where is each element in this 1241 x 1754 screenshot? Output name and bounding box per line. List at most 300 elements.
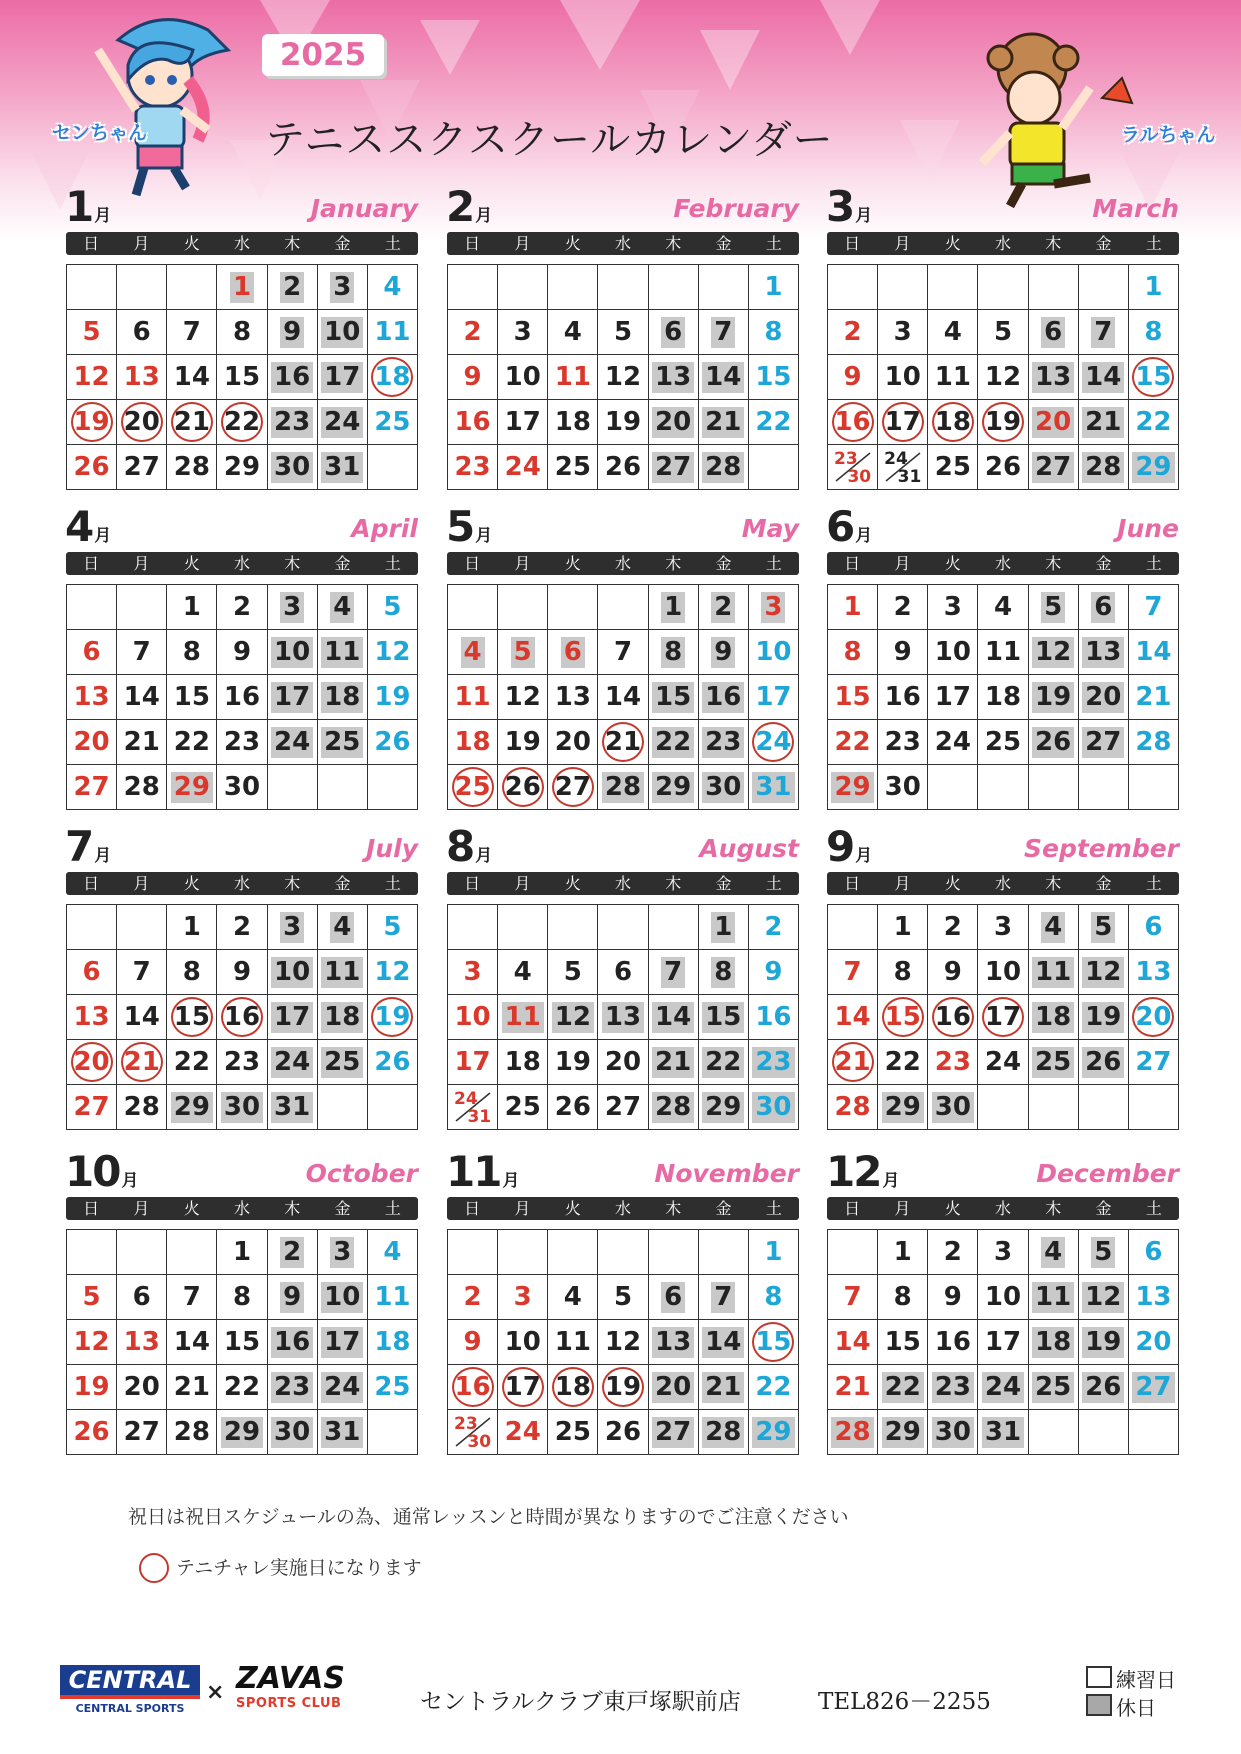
day-number: 26 bbox=[374, 726, 411, 757]
week-row bbox=[828, 355, 1179, 400]
day-cell bbox=[699, 310, 749, 355]
day-cell bbox=[649, 720, 699, 765]
week-row bbox=[448, 400, 799, 445]
day-cell bbox=[67, 765, 117, 810]
weekday-label: 水 bbox=[994, 1199, 1011, 1218]
day-number: 27 bbox=[123, 451, 160, 482]
day-cell bbox=[649, 765, 699, 810]
day-cell bbox=[1029, 630, 1079, 675]
month-10 bbox=[66, 1145, 418, 1475]
day-number: 23 bbox=[454, 451, 491, 482]
empty-day-cell bbox=[167, 1230, 217, 1275]
day-number: 6 bbox=[661, 1282, 685, 1313]
day-number: 3 bbox=[280, 592, 304, 623]
empty-day-cell bbox=[448, 265, 498, 310]
month-name: October bbox=[305, 1159, 418, 1188]
day-number: 28 bbox=[702, 1417, 744, 1448]
day-number: 22 bbox=[652, 727, 694, 758]
month-number: 7 月 bbox=[65, 822, 112, 871]
day-number: 2 bbox=[280, 1237, 304, 1268]
day-cell bbox=[368, 950, 418, 995]
mascot-sen-illustration bbox=[78, 10, 238, 205]
day-cell bbox=[548, 1410, 598, 1455]
day-cell bbox=[448, 400, 498, 445]
day-cell bbox=[318, 720, 368, 765]
day-cell bbox=[368, 1040, 418, 1085]
month-7 bbox=[66, 820, 418, 1150]
day-cell bbox=[117, 310, 167, 355]
day-cell bbox=[828, 1365, 878, 1410]
month-6 bbox=[827, 500, 1179, 830]
day-number: 14 bbox=[123, 1001, 160, 1032]
tenichare-circle-icon bbox=[882, 402, 924, 442]
day-number: 15 bbox=[173, 1001, 210, 1032]
weekday-label: 金 bbox=[715, 234, 732, 253]
day-cell bbox=[268, 1085, 318, 1130]
day-cell bbox=[928, 950, 978, 995]
day-cell bbox=[1129, 445, 1179, 490]
day-number: 13 bbox=[602, 1002, 644, 1033]
weekday-label: 木 bbox=[665, 874, 682, 893]
day-cell bbox=[978, 1320, 1028, 1365]
day-cell bbox=[448, 1365, 498, 1410]
split-day-cell bbox=[448, 1410, 498, 1455]
day-cell bbox=[928, 400, 978, 445]
day-cell bbox=[67, 720, 117, 765]
empty-day-cell bbox=[498, 1230, 548, 1275]
week-row bbox=[67, 765, 418, 810]
day-number: 27 bbox=[123, 1416, 160, 1447]
weekday-label: 日 bbox=[464, 1199, 481, 1218]
weekday-label: 月 bbox=[894, 234, 911, 253]
day-number: 1 bbox=[182, 911, 201, 942]
day-number: 7 bbox=[843, 1281, 862, 1312]
day-cell bbox=[217, 765, 267, 810]
day-number: 18 bbox=[554, 406, 591, 437]
day-cell bbox=[117, 1320, 167, 1365]
day-number: 25 bbox=[374, 406, 411, 437]
day-cell bbox=[1129, 310, 1179, 355]
weekday-label: 木 bbox=[284, 874, 301, 893]
day-number: 27 bbox=[604, 1091, 642, 1122]
day-cell bbox=[1129, 995, 1179, 1040]
day-cell bbox=[548, 1275, 598, 1320]
day-number: 25 bbox=[321, 1047, 363, 1078]
day-number: 16 bbox=[755, 1001, 792, 1032]
week-row bbox=[448, 355, 799, 400]
day-number: 19 bbox=[984, 406, 1022, 437]
day-cell bbox=[928, 1365, 978, 1410]
day-number: 30 bbox=[271, 452, 313, 483]
day-cell bbox=[1029, 1040, 1079, 1085]
empty-day-cell bbox=[1079, 265, 1129, 310]
day-cell bbox=[268, 1230, 318, 1275]
day-number: 21 bbox=[1082, 407, 1124, 438]
day-cell bbox=[878, 765, 928, 810]
day-number: 10 bbox=[984, 956, 1022, 987]
day-cell bbox=[117, 720, 167, 765]
day-cell bbox=[117, 995, 167, 1040]
tenichare-circle-icon bbox=[752, 1322, 794, 1362]
day-cell bbox=[67, 355, 117, 400]
day-cell bbox=[1129, 400, 1179, 445]
weekday-label: 日 bbox=[83, 1199, 100, 1218]
day-cell bbox=[67, 950, 117, 995]
day-number: 9 bbox=[893, 636, 912, 667]
day-number: 6 bbox=[132, 1281, 151, 1312]
week-row bbox=[828, 905, 1179, 950]
day-number: 23 bbox=[271, 407, 313, 438]
week-row bbox=[828, 265, 1179, 310]
empty-day-cell bbox=[1079, 1085, 1129, 1130]
split-day-second: 30 bbox=[467, 1432, 492, 1452]
day-cell bbox=[1029, 1320, 1079, 1365]
day-number: 7 bbox=[1144, 591, 1163, 622]
day-cell bbox=[1129, 1275, 1179, 1320]
day-cell bbox=[67, 1040, 117, 1085]
day-number: 13 bbox=[73, 681, 110, 712]
empty-day-cell bbox=[67, 1230, 117, 1275]
day-number: 10 bbox=[934, 636, 971, 667]
day-cell bbox=[649, 400, 699, 445]
day-cell bbox=[978, 630, 1028, 675]
day-number: 25 bbox=[1032, 1047, 1074, 1078]
split-day bbox=[828, 445, 877, 489]
week-row bbox=[448, 675, 799, 720]
day-number: 7 bbox=[843, 956, 862, 987]
weekday-label: 日 bbox=[844, 874, 861, 893]
day-number: 17 bbox=[321, 1327, 363, 1358]
day-number: 8 bbox=[661, 637, 685, 668]
weekday-label: 火 bbox=[944, 234, 961, 253]
month-number: 8 月 bbox=[446, 822, 493, 871]
day-cell bbox=[448, 765, 498, 810]
weekday-label: 水 bbox=[614, 874, 631, 893]
day-number: 9 bbox=[280, 1282, 304, 1313]
day-cell bbox=[167, 585, 217, 630]
day-number: 26 bbox=[1082, 1372, 1124, 1403]
weekday-label: 火 bbox=[944, 874, 961, 893]
weekday-label: 土 bbox=[765, 874, 782, 893]
day-number: 3 bbox=[761, 592, 785, 623]
weekday-label: 土 bbox=[384, 1199, 401, 1218]
tenichare-circle-icon bbox=[121, 1042, 163, 1082]
day-cell bbox=[749, 720, 799, 765]
empty-day-cell bbox=[828, 905, 878, 950]
week-row bbox=[448, 1320, 799, 1365]
empty-day-cell bbox=[448, 905, 498, 950]
day-cell bbox=[598, 995, 648, 1040]
day-number: 28 bbox=[702, 452, 744, 483]
day-number: 25 bbox=[504, 1091, 541, 1122]
month-9 bbox=[827, 820, 1179, 1150]
day-cell bbox=[699, 765, 749, 810]
day-number: 2 bbox=[943, 911, 962, 942]
day-cell bbox=[878, 1230, 928, 1275]
day-cell bbox=[878, 1365, 928, 1410]
day-number: 30 bbox=[702, 772, 744, 803]
day-cell bbox=[1029, 1230, 1079, 1275]
day-number: 29 bbox=[752, 1417, 794, 1448]
day-number: 15 bbox=[652, 682, 694, 713]
weekday-label: 月 bbox=[514, 1199, 531, 1218]
day-number: 20 bbox=[123, 1371, 160, 1402]
day-grid bbox=[66, 584, 418, 810]
day-number: 22 bbox=[173, 1046, 210, 1077]
day-number: 12 bbox=[1082, 957, 1124, 988]
day-cell bbox=[1129, 1320, 1179, 1365]
day-number: 24 bbox=[504, 1416, 541, 1447]
day-number: 19 bbox=[504, 726, 541, 757]
weekday-label: 月 bbox=[514, 874, 531, 893]
day-number: 27 bbox=[1135, 1046, 1172, 1077]
day-cell bbox=[978, 1230, 1028, 1275]
week-row bbox=[67, 1040, 418, 1085]
day-number: 28 bbox=[602, 772, 644, 803]
day-number: 10 bbox=[755, 636, 792, 667]
day-number: 2 bbox=[764, 911, 783, 942]
page-title: テニススクスクールカレンダー bbox=[265, 117, 834, 163]
day-cell bbox=[268, 1410, 318, 1455]
weekday-label: 土 bbox=[765, 234, 782, 253]
day-number: 17 bbox=[504, 1371, 541, 1402]
week-row bbox=[828, 675, 1179, 720]
day-number: 10 bbox=[321, 317, 363, 348]
week-row bbox=[828, 765, 1179, 810]
month-number: 11 月 bbox=[446, 1147, 520, 1196]
day-cell bbox=[649, 950, 699, 995]
month-header bbox=[447, 1145, 799, 1197]
empty-day-cell bbox=[548, 905, 598, 950]
day-cell bbox=[699, 675, 749, 720]
day-number: 12 bbox=[604, 361, 642, 392]
day-cell bbox=[1029, 445, 1079, 490]
day-number: 10 bbox=[884, 361, 921, 392]
day-cell bbox=[828, 950, 878, 995]
tenichare-circle-icon bbox=[932, 997, 974, 1037]
day-number: 6 bbox=[1144, 1236, 1163, 1267]
day-number: 21 bbox=[173, 1371, 210, 1402]
day-cell bbox=[318, 995, 368, 1040]
day-number: 15 bbox=[702, 1002, 744, 1033]
day-cell bbox=[318, 1320, 368, 1365]
day-cell bbox=[548, 310, 598, 355]
day-cell bbox=[1129, 1365, 1179, 1410]
day-number: 26 bbox=[73, 1416, 110, 1447]
day-number: 24 bbox=[982, 1372, 1024, 1403]
day-cell bbox=[749, 1365, 799, 1410]
tenichare-circle-icon bbox=[71, 402, 113, 442]
day-cell bbox=[878, 400, 928, 445]
day-number: 27 bbox=[652, 1417, 694, 1448]
day-cell bbox=[1079, 1320, 1129, 1365]
day-number: 2 bbox=[232, 911, 252, 942]
day-number: 10 bbox=[504, 361, 541, 392]
day-number: 29 bbox=[171, 1092, 213, 1123]
day-cell bbox=[978, 720, 1028, 765]
day-number: 9 bbox=[764, 956, 783, 987]
day-cell bbox=[498, 1365, 548, 1410]
day-cell bbox=[1029, 995, 1079, 1040]
day-number: 7 bbox=[1091, 317, 1115, 348]
day-cell bbox=[978, 355, 1028, 400]
day-number: 16 bbox=[271, 362, 313, 393]
day-cell bbox=[598, 355, 648, 400]
day-cell bbox=[217, 995, 267, 1040]
day-cell bbox=[978, 1410, 1028, 1455]
day-number: 5 bbox=[383, 591, 402, 622]
day-number: 26 bbox=[554, 1091, 591, 1122]
day-cell bbox=[928, 720, 978, 765]
savas-sports-club-logo: ZAVAS SPORTS CLUB bbox=[236, 1661, 345, 1711]
day-cell bbox=[598, 400, 648, 445]
day-number: 9 bbox=[843, 361, 862, 392]
day-number: 20 bbox=[73, 1046, 110, 1077]
day-cell bbox=[117, 765, 167, 810]
day-cell bbox=[268, 585, 318, 630]
day-number: 26 bbox=[604, 1416, 642, 1447]
day-cell bbox=[498, 765, 548, 810]
day-number: 17 bbox=[504, 406, 541, 437]
day-number: 22 bbox=[1135, 406, 1172, 437]
day-cell bbox=[217, 1040, 267, 1085]
day-number: 9 bbox=[463, 1326, 482, 1357]
day-cell bbox=[928, 445, 978, 490]
day-cell bbox=[318, 1410, 368, 1455]
day-number: 10 bbox=[321, 1282, 363, 1313]
day-number: 18 bbox=[504, 1046, 541, 1077]
day-number: 5 bbox=[1091, 912, 1115, 943]
empty-day-cell bbox=[117, 265, 167, 310]
day-cell bbox=[368, 1365, 418, 1410]
day-number: 7 bbox=[711, 1282, 735, 1313]
empty-day-cell bbox=[67, 265, 117, 310]
day-number: 1 bbox=[893, 1236, 912, 1267]
day-cell bbox=[448, 1040, 498, 1085]
day-cell bbox=[598, 1085, 648, 1130]
week-row bbox=[828, 1230, 1179, 1275]
day-number: 28 bbox=[652, 1092, 694, 1123]
holiday-note: 祝日は祝日スケジュールの為、通常レッスンと時間が異なりますのでご注意ください bbox=[128, 1506, 849, 1528]
day-number: 2 bbox=[843, 316, 862, 347]
day-cell bbox=[268, 400, 318, 445]
weekday-header bbox=[447, 1197, 799, 1220]
day-cell bbox=[368, 1230, 418, 1275]
day-number: 27 bbox=[73, 1091, 110, 1122]
day-number: 14 bbox=[123, 681, 160, 712]
day-number: 11 bbox=[502, 1002, 544, 1033]
weekday-label: 火 bbox=[944, 554, 961, 573]
weekday-label: 金 bbox=[715, 874, 732, 893]
day-number: 11 bbox=[321, 957, 363, 988]
day-cell bbox=[978, 905, 1028, 950]
day-number: 15 bbox=[884, 1326, 921, 1357]
day-cell bbox=[268, 1320, 318, 1365]
day-cell bbox=[1029, 1365, 1079, 1410]
day-number: 3 bbox=[463, 956, 482, 987]
day-cell bbox=[928, 1085, 978, 1130]
tenichare-circle-icon bbox=[221, 997, 263, 1037]
day-cell bbox=[649, 995, 699, 1040]
day-number: 1 bbox=[182, 591, 201, 622]
day-cell bbox=[548, 1320, 598, 1365]
empty-day-cell bbox=[368, 765, 418, 810]
day-cell bbox=[699, 355, 749, 400]
day-number: 7 bbox=[132, 636, 151, 667]
day-number: 16 bbox=[702, 682, 744, 713]
day-cell bbox=[318, 905, 368, 950]
day-number: 15 bbox=[755, 361, 792, 392]
week-row bbox=[828, 400, 1179, 445]
day-cell bbox=[1079, 355, 1129, 400]
day-number: 26 bbox=[984, 451, 1022, 482]
day-number: 8 bbox=[232, 316, 252, 347]
empty-day-cell bbox=[598, 1230, 648, 1275]
week-row bbox=[828, 1320, 1179, 1365]
day-number: 30 bbox=[223, 771, 261, 802]
weekday-label: 土 bbox=[1145, 1199, 1162, 1218]
day-cell bbox=[828, 355, 878, 400]
day-cell bbox=[699, 995, 749, 1040]
day-cell bbox=[1079, 310, 1129, 355]
day-number: 19 bbox=[1032, 682, 1074, 713]
weekday-label: 月 bbox=[133, 874, 150, 893]
day-cell bbox=[1129, 950, 1179, 995]
day-cell bbox=[749, 905, 799, 950]
day-cell bbox=[1129, 720, 1179, 765]
day-cell bbox=[598, 1040, 648, 1085]
week-row bbox=[448, 630, 799, 675]
weekday-label: 木 bbox=[1045, 874, 1062, 893]
empty-day-cell bbox=[1029, 1085, 1079, 1130]
empty-day-cell bbox=[167, 265, 217, 310]
day-cell bbox=[368, 995, 418, 1040]
empty-day-cell bbox=[498, 905, 548, 950]
day-number: 8 bbox=[182, 956, 201, 987]
day-number: 1 bbox=[843, 591, 862, 622]
day-cell bbox=[749, 1275, 799, 1320]
week-row bbox=[67, 310, 418, 355]
day-cell bbox=[649, 675, 699, 720]
day-cell bbox=[498, 1410, 548, 1455]
weekday-label: 日 bbox=[844, 1199, 861, 1218]
day-cell bbox=[928, 1320, 978, 1365]
day-cell bbox=[649, 585, 699, 630]
weekday-label: 金 bbox=[334, 234, 351, 253]
day-cell bbox=[448, 675, 498, 720]
day-number: 18 bbox=[454, 726, 491, 757]
month-header bbox=[827, 820, 1179, 872]
day-cell bbox=[167, 1275, 217, 1320]
day-number: 10 bbox=[271, 637, 313, 668]
weekday-label: 火 bbox=[564, 554, 581, 573]
day-cell bbox=[1079, 400, 1129, 445]
day-cell bbox=[928, 1040, 978, 1085]
day-number: 8 bbox=[232, 1281, 252, 1312]
day-number: 4 bbox=[330, 912, 354, 943]
day-number: 21 bbox=[834, 1371, 871, 1402]
day-number: 29 bbox=[831, 772, 873, 803]
day-number: 13 bbox=[652, 1327, 694, 1358]
day-number: 12 bbox=[374, 636, 411, 667]
day-number: 8 bbox=[764, 316, 783, 347]
day-number: 26 bbox=[374, 1046, 411, 1077]
tenichare-circle-icon bbox=[752, 722, 794, 762]
tenichare-circle-icon bbox=[452, 1367, 494, 1407]
day-cell bbox=[548, 1040, 598, 1085]
day-number: 23 bbox=[702, 727, 744, 758]
day-number: 4 bbox=[330, 592, 354, 623]
